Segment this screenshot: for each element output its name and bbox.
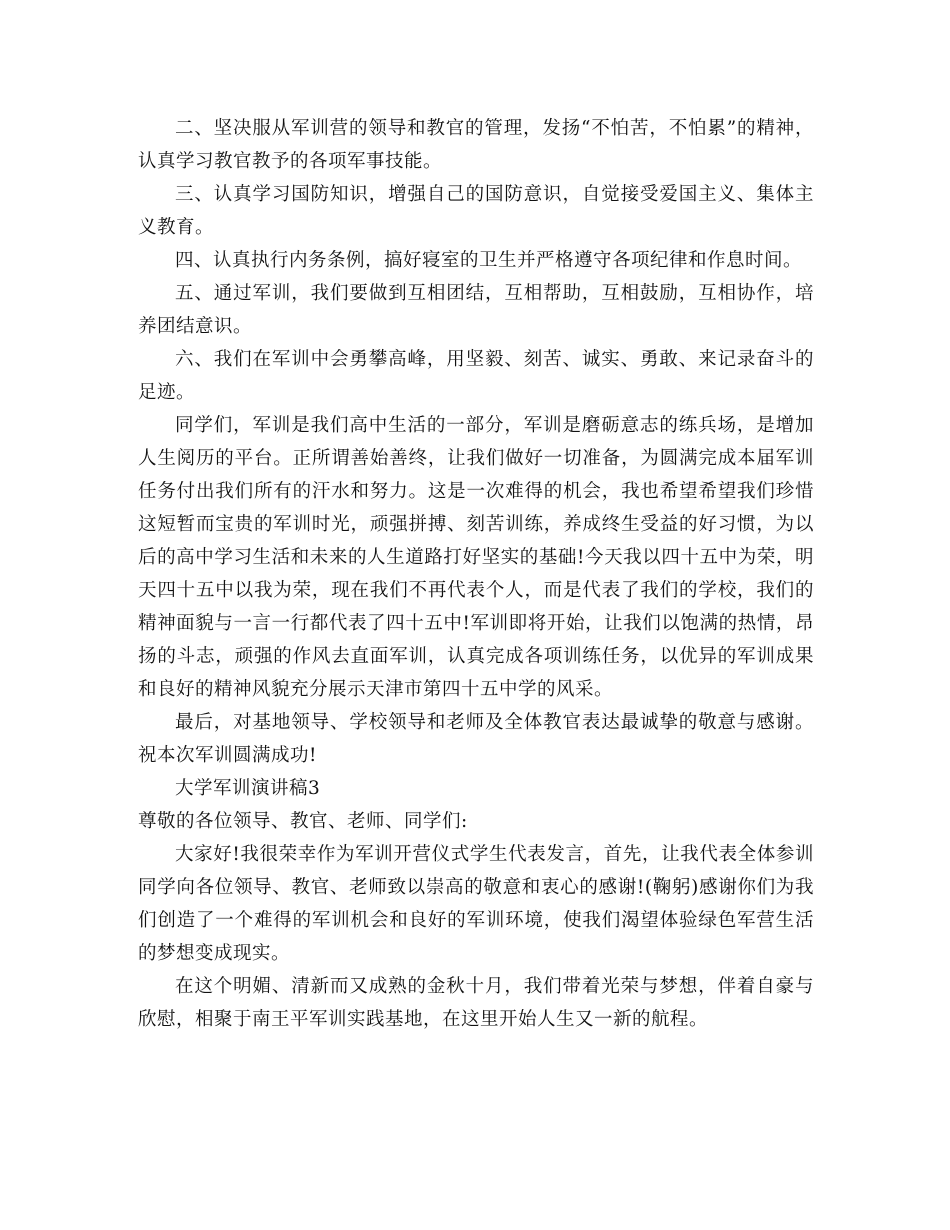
paragraph-rule-five: 五、通过军训，我们要做到互相团结，互相帮助，互相鼓励，互相协作，培养团结意识。	[138, 283, 814, 337]
paragraph-closing-thanks: 最后，对基地领导、学校领导和老师及全体教官表达最诚挚的敬意与感谢。祝本次军训圆满成功!	[138, 712, 814, 766]
paragraph-greeting: 大家好!我很荣幸作为军训开营仪式学生代表发言，首先，让我代表全体参训同学向各位领导、教官、老师致以崇高的敬意和衷心的感谢!(鞠躬)感谢你们为我们创造了一个难得的军训机会和良好的军训环境，使我们渴望体验绿色军营生活的梦想变成现实。	[138, 844, 814, 964]
paragraph-rule-three: 三、认真学习国防知识，增强自己的国防意识，自觉接受爱国主义、集体主义教育。	[138, 184, 814, 238]
paragraph-rule-four: 四、认真执行内务条例，搞好寝室的卫生并严格遵守各项纪律和作息时间。	[175, 250, 803, 271]
section-heading: 大学军训演讲稿3	[175, 778, 321, 799]
document-body	[138, 112, 814, 1036]
paragraph-rule-two: 二、坚决服从军训营的领导和教官的管理，发扬“不怕苦，不怕累”的精神，认真学习教官教予的各项军事技能。	[138, 118, 814, 172]
paragraph-rule-six: 六、我们在军训中会勇攀高峰，用坚毅、刻苦、诚实、勇敢、来记录奋斗的足迹。	[138, 349, 814, 403]
paragraph-classmates: 同学们，军训是我们高中生活的一部分，军训是磨砺意志的练兵场，是增加人生阅历的平台。正所谓善始善终，让我们做好一切准备，为圆满完成本届军训任务付出我们所有的汗水和努力。这是一次难得的机会，我也希望希望我们珍惜这短暂而宝贵的军训时光，顽强拼搏、刻苦训练，养成终生受益的好习惯，为以后的高中学习生活和未来的人生道路打好坚实的基础!今天我以四十五中为荣，明天四十五中以我为荣，现在我们不再代表个人，而是代表了我们的学校，我们的精神面貌与一言一行都代表了四十五中!军训即将开始，让我们以饱满的热情，昂扬的斗志，顽强的作风去直面军训，认真完成各项训练任务，以优异的军训成果和良好的精神风貌充分展示天津市第四十五中学的风采。	[138, 415, 814, 700]
salutation: 尊敬的各位领导、教官、老师、同学们:	[138, 811, 468, 832]
paragraph-autumn: 在这个明媚、清新而又成熟的金秋十月，我们带着光荣与梦想，伴着自豪与欣慰，相聚于南王平军训实践基地，在这里开始人生又一新的航程。	[138, 976, 814, 1030]
